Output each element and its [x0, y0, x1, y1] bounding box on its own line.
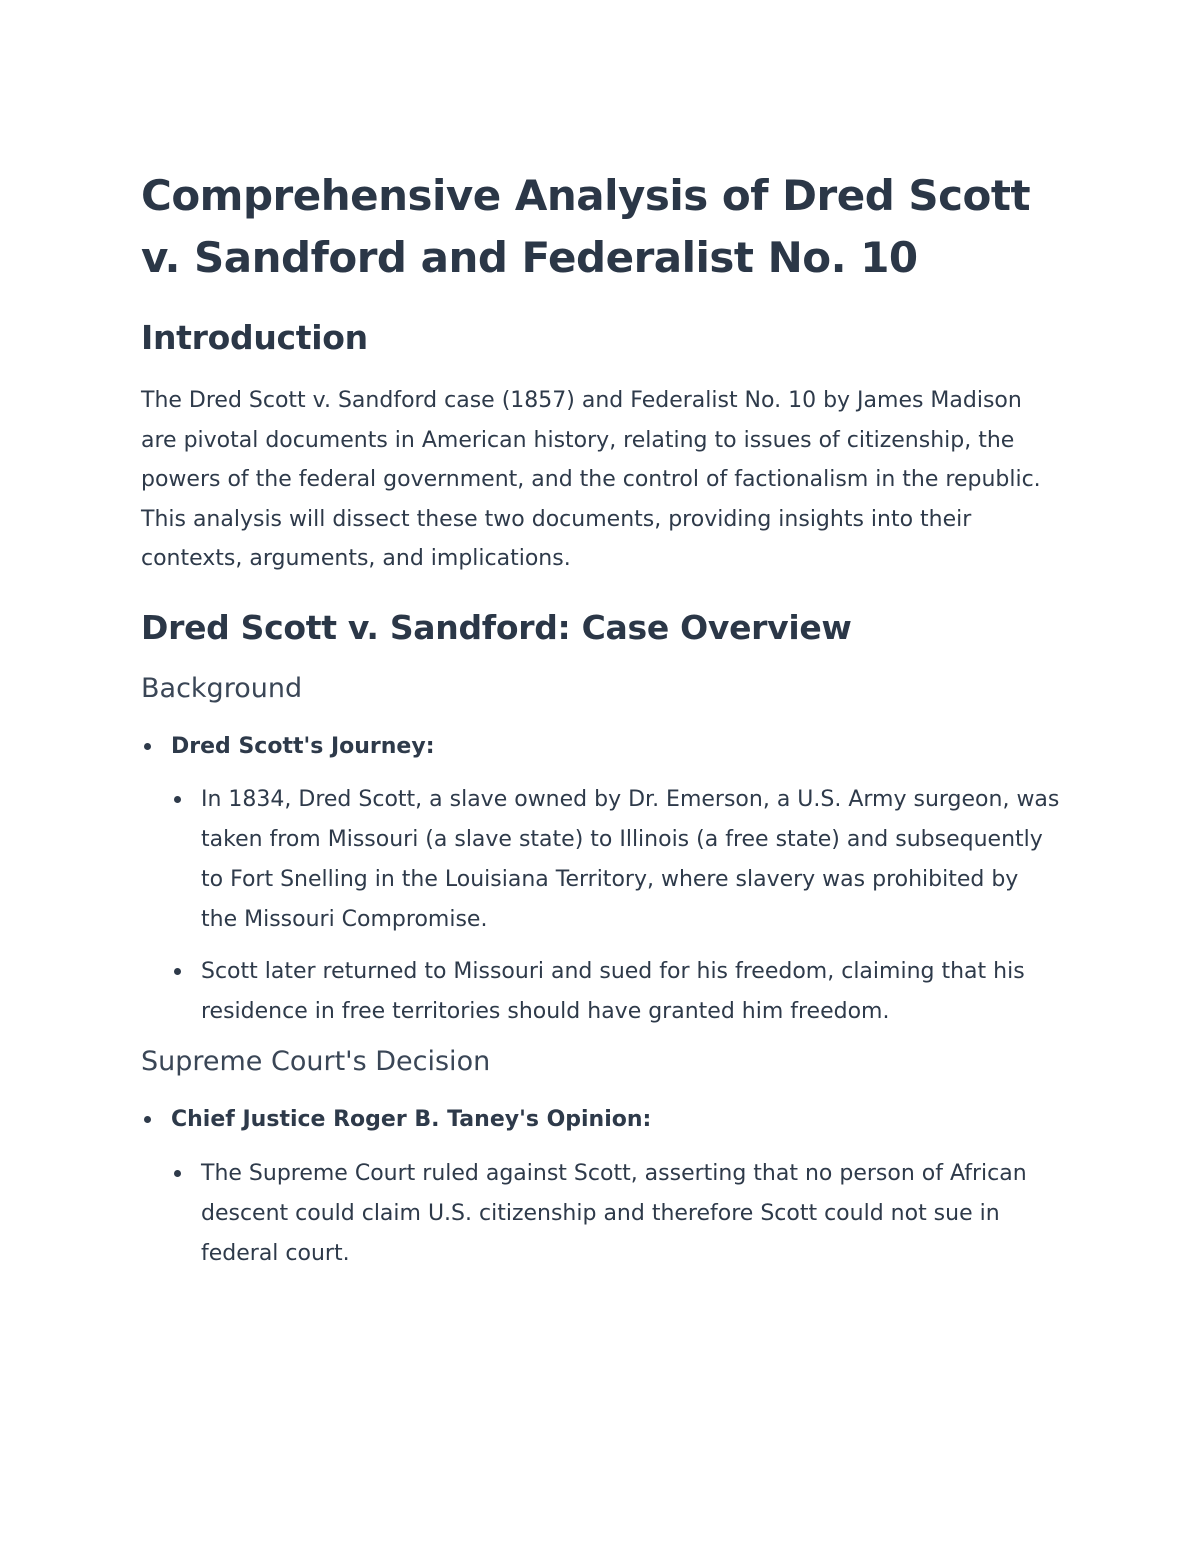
- list-item: [171, 1154, 1060, 1274]
- background-list: [141, 727, 1060, 1033]
- bullet-icon: [174, 1170, 181, 1177]
- sub-list: [171, 780, 1060, 1032]
- background-heading: Background: [141, 672, 303, 704]
- list-item-label: Chief Justice Roger B. Taney's Opinion:: [171, 1107, 652, 1132]
- list-item-text: The Supreme Court ruled against Scott, asserting that no person of African descent could claim U.S. citizenship and therefore Scott could not sue in federal court.: [201, 1160, 1027, 1266]
- bullet-icon: [144, 1116, 151, 1123]
- document-title: Comprehensive Analysis of Dred Scott v. Sandford and Federalist No. 10: [141, 171, 1031, 282]
- case-overview-heading: Dred Scott v. Sandford: Case Overview: [141, 607, 852, 647]
- list-item: [171, 780, 1060, 940]
- bullet-icon: [174, 968, 181, 975]
- decision-list: [141, 1100, 1060, 1274]
- sub-list: [171, 1154, 1060, 1274]
- introduction-heading: Introduction: [141, 318, 368, 357]
- list-item: [141, 1100, 1060, 1274]
- list-item: [141, 727, 1060, 1033]
- list-item-text: In 1834, Dred Scott, a slave owned by Dr. Emerson, a U.S. Army surgeon, was taken from Missouri (a slave state) to Illinois (a free state) and subsequently to Fort Snelling in the Louisiana Territory, where slavery was prohibited by the Missouri Compromise.: [201, 787, 1060, 932]
- list-item-text: Scott later returned to Missouri and sued for his freedom, claiming that his residence in free territories should have granted him freedom.: [201, 959, 1025, 1024]
- list-item: [171, 952, 1060, 1032]
- list-item-label: Dred Scott's Journey:: [171, 733, 435, 759]
- bullet-icon: [174, 796, 181, 803]
- decision-heading: Supreme Court's Decision: [141, 1046, 491, 1077]
- introduction-paragraph: The Dred Scott v. Sandford case (1857) and Federalist No. 10 by James Madison are pivotal documents in American history, relating to issues of citizenship, the powers of the federal government, and the control of factionalism in the republic. This analysis will dissect these two documents, providing insights into their contexts, arguments, and implications.: [141, 388, 1041, 571]
- bullet-icon: [144, 743, 151, 750]
